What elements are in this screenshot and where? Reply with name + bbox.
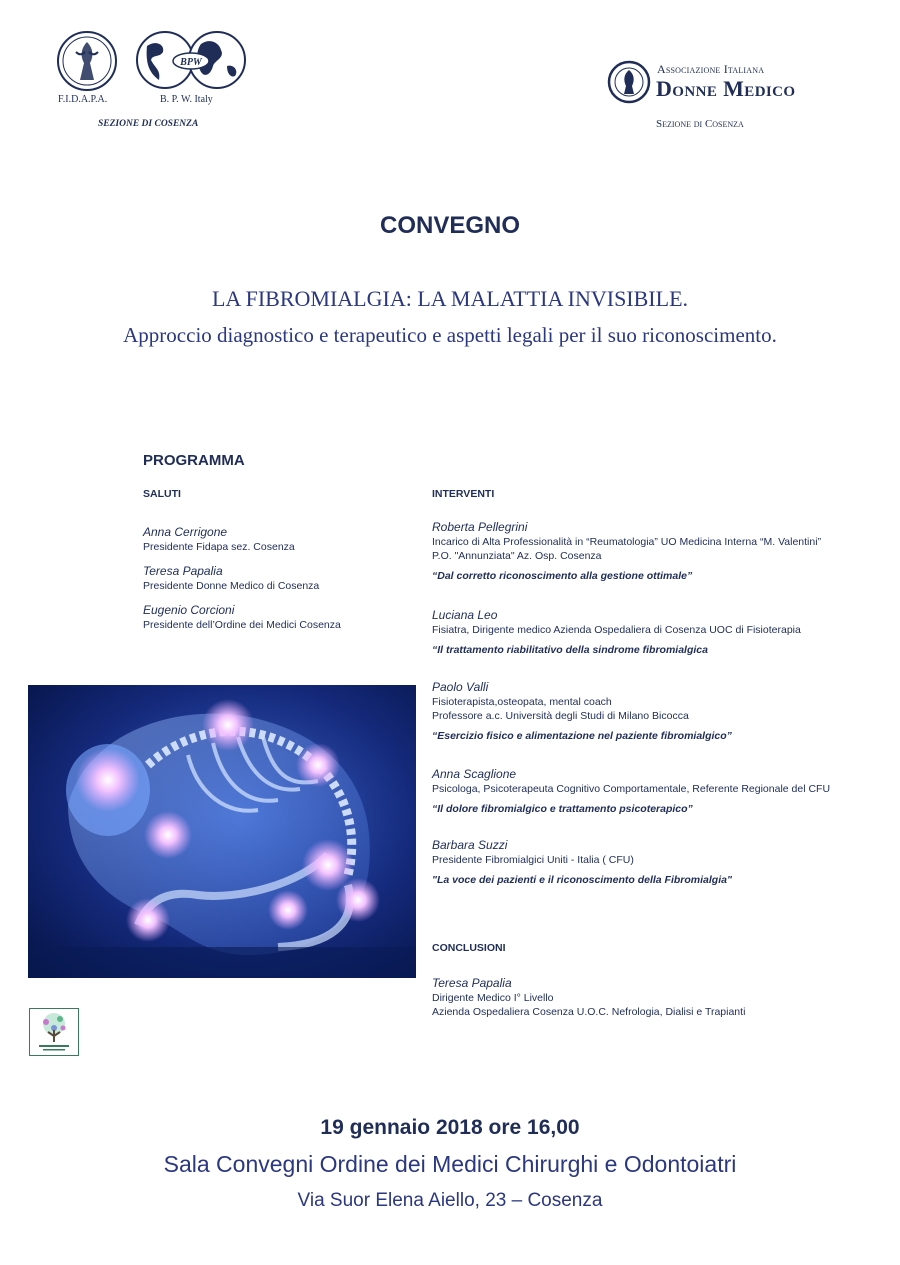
event-date: 19 gennaio 2018 ore 16,00 [320, 1116, 580, 1139]
bpw-mark: BPW [180, 57, 202, 68]
cfu-tree-logo-icon [29, 1008, 79, 1056]
greeting-item [143, 603, 403, 642]
talk-title: “Il dolore fibromialgico e trattamento psicoterapico” [432, 803, 693, 815]
left-section-label: SEZIONE DI COSENZA [98, 119, 199, 129]
speaker-item [432, 767, 887, 816]
conclusioni-item [432, 976, 882, 1019]
programme-heading: PROGRAMMA [143, 452, 245, 469]
speaker-role: Professore a.c. Università degli Studi di Milano Bicocca [432, 710, 689, 722]
greeting-item [143, 564, 403, 603]
talk-title: “Esercizio fisico e alimentazione nel paziente fibromialgico” [432, 730, 732, 742]
right-section-label: Sezione di Cosenza [656, 118, 744, 130]
event-kicker: CONVEGNO [379, 212, 520, 239]
fidapa-emblem-icon [56, 30, 118, 92]
speaker-role: P.O. "Annunziata" Az. Osp. Cosenza [432, 550, 602, 562]
interventi-heading: INTERVENTI [432, 488, 495, 500]
speaker-role: Incarico di Alta Professionalità in “Reumatologia” UO Medicina Interna “M. Valentini” [432, 536, 822, 548]
fibromyalgia-xray-image [28, 685, 416, 978]
speaker-name: Barbara Suzzi [432, 838, 508, 852]
speaker-role: Psicologa, Psicoterapeuta Cognitivo Comportamentale, Referente Regionale del CFU [432, 783, 831, 795]
event-venue: Sala Convegni Ordine dei Medici Chirurghi e Odontoiatri [163, 1151, 737, 1177]
bpw-label: B. P. W. Italy [160, 94, 213, 105]
greeting-role: Presidente dell’Ordine dei Medici Cosenza [143, 619, 341, 631]
speaker-name: Roberta Pellegrini [432, 520, 528, 534]
fidapa-label: F.I.D.A.P.A. [58, 94, 108, 105]
speaker-role: Presidente Fibromialgici Uniti - Italia ( CFU) [432, 854, 634, 866]
conclusioni-role: Dirigente Medico I° Livello [432, 992, 554, 1004]
aidm-seal-icon [607, 58, 651, 106]
greeting-item [143, 525, 403, 564]
conclusioni-name: Teresa Papalia [432, 976, 512, 990]
aidm-name-line1: Associazione Italiana [657, 62, 765, 76]
speaker-name: Paolo Valli [432, 680, 489, 694]
bpw-globe-icon [135, 30, 247, 90]
speaker-role: Fisiatra, Dirigente medico Azienda Ospedaliera di Cosenza UOC di Fisioterapia [432, 624, 801, 636]
speaker-item [432, 838, 887, 887]
greeting-name: Teresa Papalia [143, 564, 223, 578]
conclusioni-role: Azienda Ospedaliera Cosenza U.O.C. Nefrologia, Dialisi e Trapianti [432, 1006, 746, 1018]
aidm-name-line2: Donne Medico [656, 76, 796, 101]
event-title: LA FIBROMIALGIA: LA MALATTIA INVISIBILE. [211, 286, 689, 311]
talk-title: "La voce dei pazienti e il riconoscimento della Fibromialgia" [432, 874, 732, 886]
greeting-role: Presidente Fidapa sez. Cosenza [143, 541, 295, 553]
conclusioni-heading: CONCLUSIONI [432, 942, 506, 954]
event-address: Via Suor Elena Aiello, 23 – Cosenza [297, 1190, 603, 1211]
greeting-role: Presidente Donne Medico di Cosenza [143, 580, 320, 592]
speaker-item [432, 680, 887, 743]
talk-title: “Dal corretto riconoscimento alla gestione ottimale” [432, 570, 693, 582]
speaker-item [432, 608, 887, 657]
speaker-role: Fisioterapista,osteopata, mental coach [432, 696, 612, 708]
speaker-name: Anna Scaglione [432, 767, 517, 781]
saluti-heading: SALUTI [143, 488, 181, 500]
talk-title: “Il trattamento riabilitativo della sindrome fibromialgica [432, 644, 708, 656]
greeting-name: Eugenio Corcioni [143, 603, 235, 617]
event-subtitle: Approccio diagnostico e terapeutico e aspetti legali per il suo riconoscimento. [123, 323, 777, 347]
saluti-list [143, 525, 403, 642]
speaker-item [432, 520, 887, 583]
greeting-name: Anna Cerrigone [143, 525, 228, 539]
speaker-name: Luciana Leo [432, 608, 498, 622]
